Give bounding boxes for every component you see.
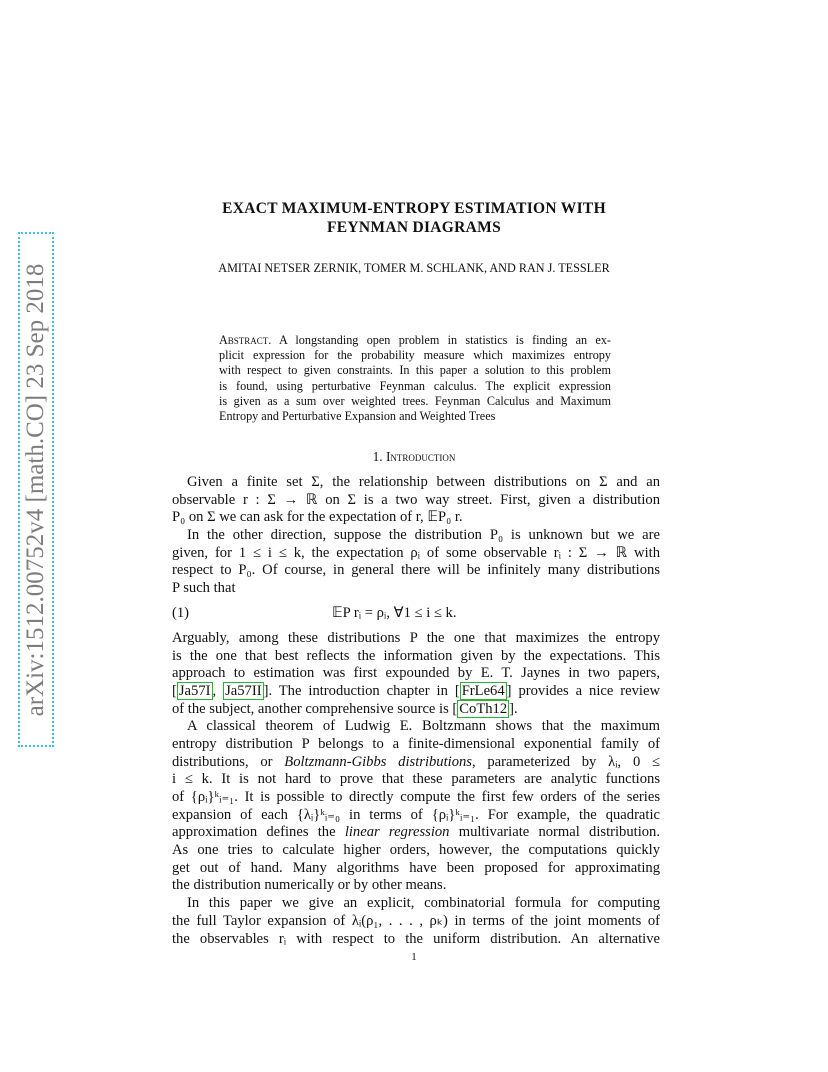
text-line: [172, 824, 660, 842]
abstract-line: is given as a sum over weighted trees. Feynman Calculus and Maximum: [219, 393, 611, 408]
text-fragment: ,: [212, 682, 224, 699]
text-line: respect to P₀. Of course, in general there will be infinitely many distributions: [172, 562, 660, 579]
abstract-line: Entropy and Perturbative Expansion and Weighted Trees: [219, 409, 496, 424]
text-line: given, for 1 ≤ i ≤ k, the expectation ρᵢ of some observable rᵢ : Σ → ℝ with: [172, 544, 660, 561]
citation-link[interactable]: FrLe64: [461, 682, 505, 699]
equation-number: (1): [172, 604, 190, 621]
text-line: observable r : Σ → ℝ on Σ is a two way street. First, given a distribution: [172, 491, 660, 508]
abstract-line: is found, using perturbative Feynman calculus. The explicit expression: [219, 378, 611, 393]
authors: AMITAI NETSER ZERNIK, TOMER M. SCHLANK, AND RAN J. TESSLER: [218, 261, 610, 275]
text-line: Given a finite set Σ, the relationship between distributions on Σ and an: [187, 474, 660, 490]
text-line: In the other direction, suppose the distribution P₀ is unknown but we are: [187, 527, 660, 544]
italic-term: Boltzmann-Gibbs distributions: [284, 753, 472, 770]
text-line: [ Ja57I , Ja57II ]. The introduction chapter in [ FrLe64 ] provides a nice review: [172, 682, 661, 699]
title-line-1: EXACT MAXIMUM-ENTROPY ESTIMATION WITH: [222, 200, 606, 217]
text-line: [172, 754, 660, 772]
abstract-line: with respect to given constraints. In this paper a solution to this problem: [219, 363, 611, 378]
page-number: 1: [411, 951, 417, 963]
citation-link[interactable]: Ja57I: [178, 682, 211, 699]
arxiv-stamp: arXiv:1512.00752v4 [math.CO] 23 Sep 2018: [22, 263, 49, 717]
text-fragment: multivariate normal distribution.: [449, 824, 660, 841]
equation-1: [172, 602, 660, 626]
text-line: P₀ on Σ we can ask for the expectation of r, 𝔼P₀ r.: [172, 509, 463, 526]
text-line: the observables rᵢ with respect to the uniform distribution. An alternative: [172, 930, 660, 947]
text-line: P such that: [172, 580, 236, 597]
text-fragment: ]. The introduction chapter in [: [263, 682, 460, 699]
abstract-line: A longstanding open problem in statistics is finding an ex-: [271, 333, 611, 347]
text-fragment: distributions, or: [172, 753, 285, 770]
text-line: As one tries to calculate higher orders, however, the computations quickly: [172, 842, 660, 859]
text-line: get out of hand. Many algorithms have been proposed for approximating: [172, 859, 660, 876]
citation-link[interactable]: CoTh12: [459, 700, 508, 717]
abstract-line: plicit expression for the probability measure which maximizes entropy: [219, 348, 611, 363]
text-fragment: approximation defines the: [172, 824, 345, 841]
section-title: Introduction: [385, 449, 456, 464]
text-line: i ≤ k. It is not hard to prove that these parameters are analytic functions: [172, 771, 660, 788]
text-fragment: ].: [509, 700, 518, 717]
text-line: expansion of each {λᵢ}ᵏᵢ₌₀ in terms of {ρᵢ}ᵏᵢ₌₁. For example, the quadratic: [172, 806, 660, 823]
equation-expression: 𝔼P rᵢ = ρᵢ, ∀1 ≤ i ≤ k.: [332, 604, 457, 621]
section-number: 1.: [372, 449, 383, 464]
italic-term: linear regression: [344, 824, 450, 841]
paper-title: [170, 199, 658, 237]
body-text: [172, 474, 660, 948]
text-line: is the one that best reflects the information given by the expectations. This: [172, 647, 660, 664]
abstract-heading: Abstract.: [219, 333, 272, 347]
text-line: the full Taylor expansion of λᵢ(ρ₁, . . . , ρₖ) in terms of the joint moments of: [172, 912, 660, 929]
text-line: approach to estimation was first expounded by E. T. Jaynes in two papers,: [172, 665, 660, 682]
abstract: [219, 333, 611, 424]
text-fragment: ] provides a nice review: [506, 682, 661, 699]
section-heading: [170, 449, 658, 465]
text-line: A classical theorem of Ludwig E. Boltzmann shows that the maximum: [187, 718, 660, 735]
text-line: entropy distribution P belongs to a finite-dimensional exponential family of: [172, 735, 660, 752]
text-line: In this paper we give an explicit, combinatorial formula for computing: [187, 895, 660, 912]
citation-link[interactable]: Ja57II: [225, 682, 262, 699]
title-line-2: FEYNMAN DIAGRAMS: [327, 219, 501, 236]
text-line: of {ρᵢ}ᵏᵢ₌₁. It is possible to directly compute the first few orders of the series: [172, 789, 660, 805]
text-line: [172, 701, 660, 719]
text-fragment: of the subject, another comprehensive source is [: [172, 700, 458, 717]
text-fragment: , parameterized by λᵢ, 0 ≤: [471, 753, 661, 770]
text-line: Arguably, among these distributions P the one that maximizes the entropy: [172, 629, 660, 646]
text-line: the distribution numerically or by other means.: [172, 877, 447, 894]
